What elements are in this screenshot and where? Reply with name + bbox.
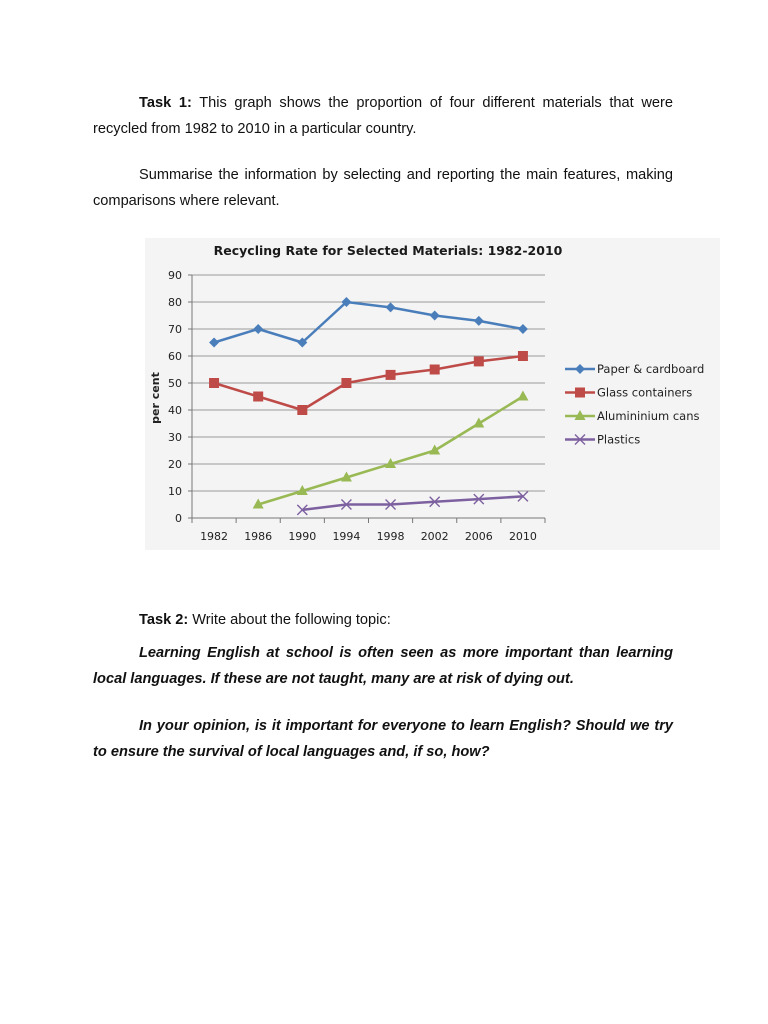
topic-paragraph: Learning English at school is often seen as more important than learning local languages. If these are not taught, many are at risk of dying out.	[93, 645, 673, 687]
x-tick-label: 1994	[332, 530, 361, 543]
y-tick-label: 30	[168, 431, 182, 444]
chart-svg	[145, 238, 720, 550]
task2-label: Task 2:	[139, 612, 189, 628]
task1-paragraph	[93, 91, 673, 142]
legend-label: Glass containers	[597, 385, 693, 400]
x-tick-label: 1990	[288, 530, 317, 543]
data-point	[341, 378, 351, 388]
legend-marker	[575, 388, 585, 398]
data-point	[430, 365, 440, 375]
x-tick-label: 2002	[420, 530, 449, 543]
y-tick-label: 70	[168, 323, 182, 336]
x-tick-label: 1982	[200, 530, 229, 543]
y-tick-label: 80	[168, 296, 182, 309]
recycling-chart	[145, 238, 720, 550]
x-tick-label: 2006	[464, 530, 493, 543]
task2-paragraph	[93, 608, 673, 634]
x-tick-label: 1986	[244, 530, 273, 543]
chart-title: Recycling Rate for Selected Materials: 1982-2010	[213, 243, 563, 258]
data-point	[209, 378, 219, 388]
data-point	[474, 356, 484, 366]
legend-label: Paper & cardboard	[597, 362, 705, 376]
y-tick-label: 0	[175, 512, 182, 525]
data-point	[386, 370, 396, 380]
legend-label: Alumininium cans	[597, 409, 700, 423]
data-point	[253, 392, 263, 402]
task2-text: Write about the following topic:	[188, 612, 391, 628]
y-axis-label: per cent	[149, 372, 162, 424]
x-tick-label: 2010	[508, 530, 537, 543]
question-paragraph: In your opinion, is it important for everyone to learn English? Should we try to ensure the survival of local languages and, if so, how?	[93, 718, 673, 760]
data-point	[297, 405, 307, 415]
y-tick-label: 20	[168, 458, 182, 471]
y-tick-label: 10	[168, 485, 182, 498]
instruction-paragraph: Summarise the information by selecting and reporting the main features, making comparisons where relevant.	[93, 167, 673, 209]
x-tick-label: 1998	[376, 530, 405, 543]
y-tick-label: 60	[168, 350, 182, 363]
legend-label: Plastics	[597, 432, 641, 447]
data-point	[518, 351, 528, 361]
legend-item	[565, 386, 692, 400]
y-tick-label: 40	[168, 404, 182, 417]
y-tick-label: 90	[168, 269, 182, 282]
y-tick-label: 50	[168, 377, 182, 390]
task1-label: Task 1:	[139, 95, 192, 111]
task1-text: This graph shows the proportion of four different materials that were recycled from 1982 to 2010 in a particular country.	[93, 95, 673, 137]
